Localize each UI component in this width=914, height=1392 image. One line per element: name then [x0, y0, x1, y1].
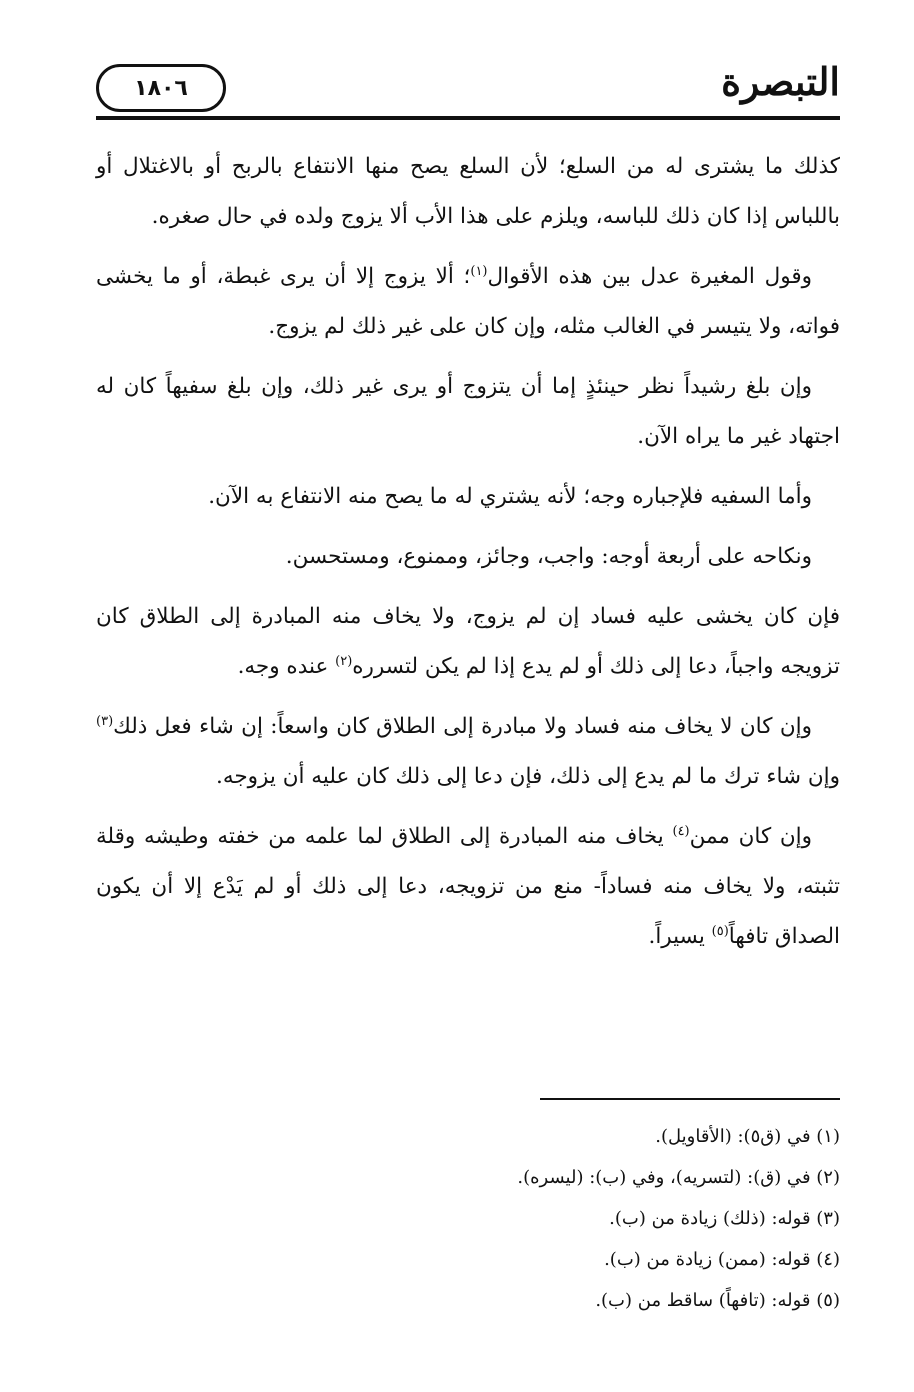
paragraph-text: وإن بلغ رشيداً نظر حينئذٍ إما أن يتزوج أو يرى غير ذلك، وإن بلغ سفيهاً كان له اجتهاد غير ما يراه الآن.	[96, 374, 840, 449]
paragraph-text: ونكاحه على أربعة أوجه: واجب، وجائز، وممنوع، ومستحسن.	[285, 544, 812, 569]
paragraph-text: يسيراً.	[648, 924, 712, 949]
paragraph-1	[96, 142, 840, 242]
paragraph-8	[96, 812, 840, 962]
paragraph-text: فإن كان يخشى عليه فساد إن لم يزوج، ولا يخاف منه المبادرة إلى الطلاق كان تزويجه واجباً، دعا إلى ذلك أو لم يدع إذا لم يكن لتسرره	[96, 604, 840, 679]
paragraph-text: وإن كان ممن	[689, 824, 813, 849]
footnote-ref-2[interactable]: (٢)	[335, 653, 353, 669]
paragraph-text: عنده وجه.	[237, 654, 336, 679]
paragraph-text: وأما السفيه فلإجباره وجه؛ لأنه يشتري له ما يصح منه الانتفاع به الآن.	[208, 484, 812, 509]
body-text	[96, 142, 840, 972]
footnotes-list	[96, 1116, 840, 1321]
paragraph-3	[96, 362, 840, 462]
paragraph-5	[96, 532, 840, 582]
footnote-item: (٤) قوله: (ممن) زيادة من (ب).	[604, 1249, 840, 1270]
book-title: التبصرة	[721, 59, 840, 104]
footnote-ref-5[interactable]: (٥)	[711, 923, 729, 939]
paragraph-text: كذلك ما يشترى له من السلع؛ لأن السلع يصح منها الانتفاع بالربح أو بالاغتلال أو باللباس إذا كان ذلك للباسه، ويلزم على هذا الأب ألا يزوج ولده في حال صغره.	[96, 154, 840, 229]
paragraph-text: وإن كان لا يخاف منه فساد ولا مبادرة إلى الطلاق كان واسعاً: إن شاء فعل ذلك	[113, 714, 812, 739]
paragraph-text: وإن شاء ترك ما لم يدع إلى ذلك، فإن دعا إلى ذلك كان عليه أن يزوجه.	[216, 764, 840, 789]
footnote-item: (٥) قوله: (تافهاً) ساقط من (ب).	[595, 1290, 840, 1311]
paragraph-7	[96, 702, 840, 802]
paragraph-6	[96, 592, 840, 692]
footnote-item: (٢) في (ق): (لتسريه)، وفي (ب): (ليسره).	[517, 1167, 840, 1188]
footnote-separator	[540, 1098, 840, 1100]
footnote-ref-3[interactable]: (٣)	[96, 713, 114, 729]
footnote-ref-4[interactable]: (٤)	[672, 823, 690, 839]
paragraph-text: ؛ ألا يزوج إلا أن يرى غبطة، أو ما يخشى فواته، ولا يتيسر في الغالب مثله، وإن كان على غير ذلك لم يزوج.	[96, 264, 840, 339]
page-number: ١٨٠٦	[134, 75, 188, 101]
header-rule	[96, 116, 840, 120]
page-header	[96, 48, 840, 120]
paragraph-4	[96, 472, 840, 522]
footnote-ref-1[interactable]: (١)	[470, 263, 488, 279]
footnote-item: (٣) قوله: (ذلك) زيادة من (ب).	[609, 1208, 840, 1229]
paragraph-2	[96, 252, 840, 352]
page-number-frame	[96, 64, 226, 112]
paragraph-text: وقول المغيرة عدل بين هذه الأقوال	[487, 264, 812, 289]
paragraph-text: يخاف منه المبادرة إلى الطلاق لما علمه من خفته وطيشه وقلة تثبته، ولا يخاف منه فساداً- منع من تزويجه، دعا إلى ذلك أو لم يَدْع إلا أن يكون الصداق تافهاً	[96, 824, 840, 949]
footnote-item: (١) في (ق٥): (الأقاويل).	[655, 1126, 840, 1147]
